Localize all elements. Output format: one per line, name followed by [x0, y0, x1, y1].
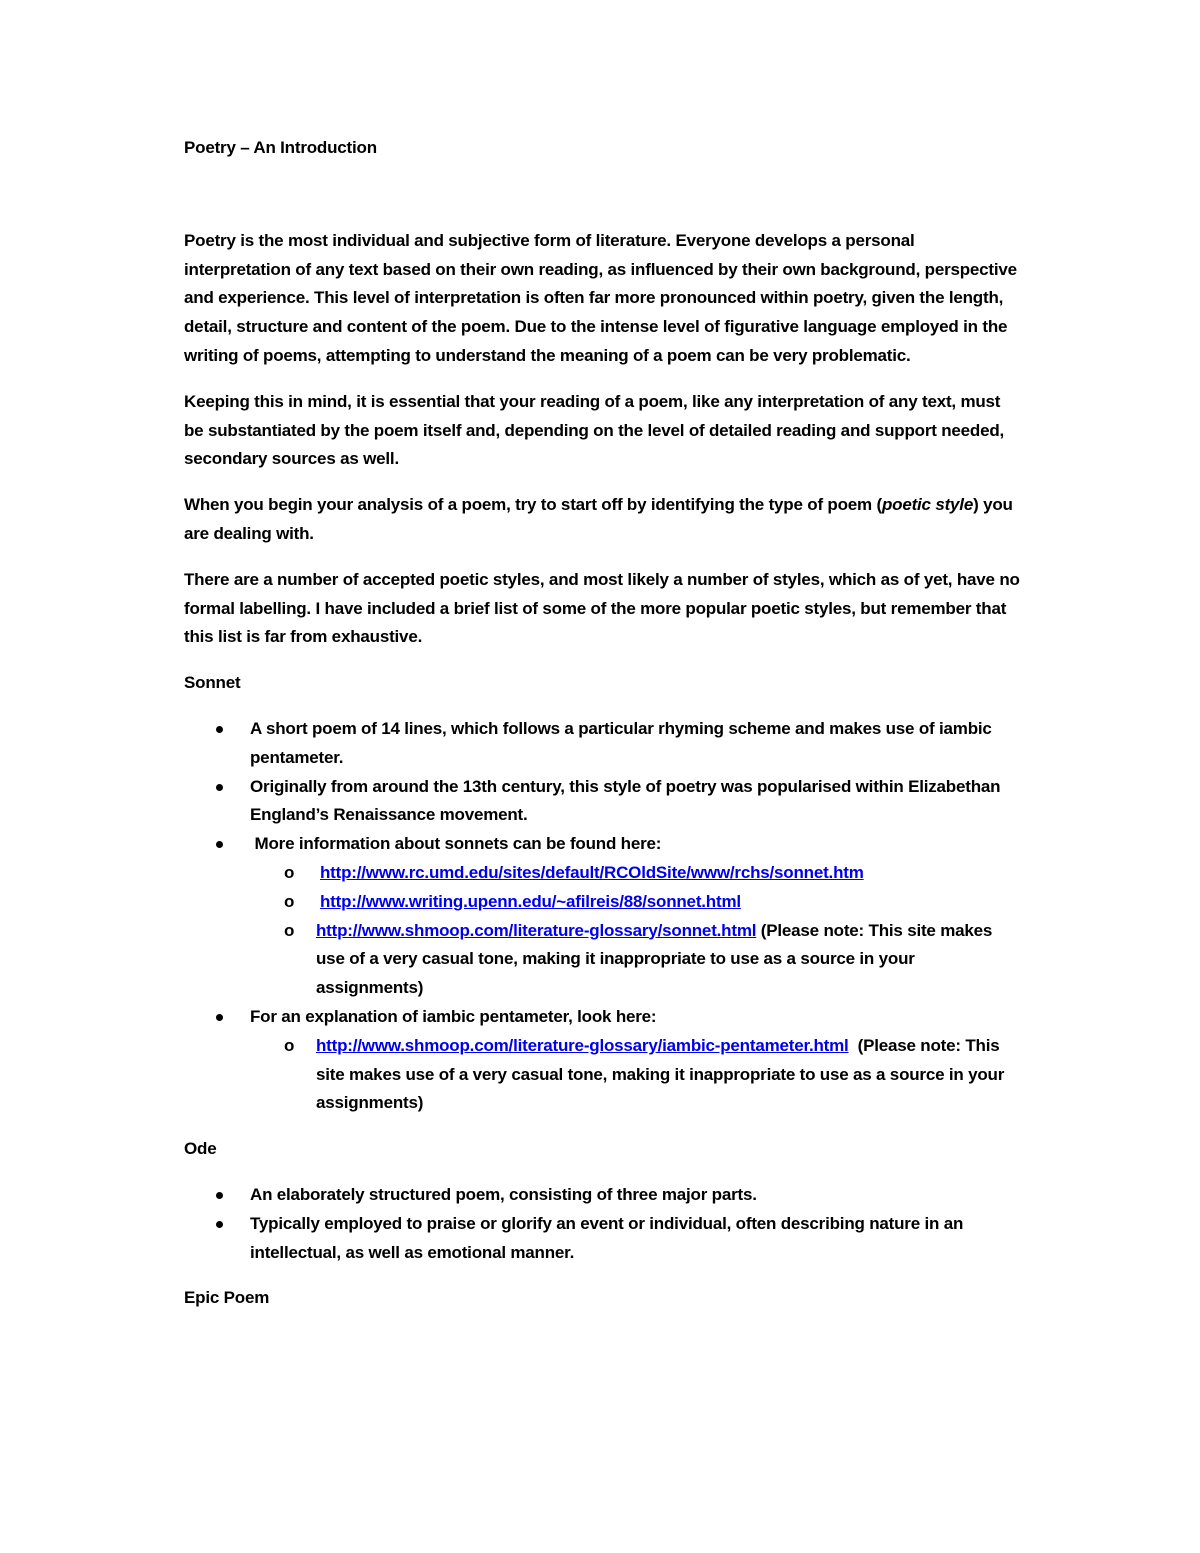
- bullet-icon: [216, 841, 223, 848]
- list-item-text: More information about sonnets can be found here:: [250, 834, 662, 854]
- list-item: [184, 1210, 1024, 1268]
- list-item-text: For an explanation of iambic pentameter, look here:: [250, 1006, 657, 1026]
- sub-bullet-icon: o: [284, 891, 295, 911]
- sub-bullet-icon: o: [284, 862, 295, 882]
- list-item-text: A short poem of 14 lines, which follows a particular rhyming scheme and makes use of iambic pentameter.: [250, 718, 992, 767]
- page-title: Poetry – An Introduction: [184, 138, 377, 157]
- poetic-style-term: poetic style: [881, 495, 974, 515]
- bullet-icon: [216, 1192, 223, 1199]
- sub-list-item: [250, 917, 1024, 1003]
- list-item: [184, 1003, 1024, 1118]
- sub-list-item: [250, 859, 1024, 888]
- intro-paragraph-3: [184, 491, 1024, 549]
- intro-paragraph-3-end: ) you are dealing with.: [184, 495, 1013, 543]
- link-note: (Please note: This site makes use of a very casual tone, making it inappropriate to use as a source in your assignments): [316, 920, 993, 998]
- list-item: [184, 1181, 1024, 1210]
- bullet-icon: [216, 1014, 223, 1021]
- bullet-icon: [216, 1221, 223, 1228]
- sonnet-links-list: [250, 859, 1024, 1003]
- list-item: [184, 715, 1024, 773]
- sub-bullet-icon: o: [284, 920, 295, 940]
- sub-bullet-icon: o: [284, 1035, 295, 1055]
- bullet-icon: [216, 784, 223, 791]
- section-heading-epic-poem: Epic Poem: [184, 1288, 270, 1308]
- intro-paragraph-1: Poetry is the most individual and subjective form of literature. Everyone develops a personal interpretation of any text based on their own reading, as influenced by their own background, perspective and experience. This level of interpretation is often far more pronounced within poetry, given the length, detail, structure and content of the poem. Due to the intense level of figurative language employed in the writing of poems, attempting to understand the meaning of a poem can be very problematic.: [184, 230, 1017, 365]
- sub-list-item: [250, 1032, 1024, 1118]
- link-note: (Please note: This site makes use of a very casual tone, making it inappropriate to use as a source in your assignments): [316, 1035, 1009, 1113]
- intro-paragraph-3-start: When you begin your analysis of a poem, try to start off by identifying the type of poem (: [184, 495, 882, 515]
- list-item-text: Typically employed to praise or glorify an event or individual, often describing nature in an intellectual, as well as emotional manner.: [250, 1213, 964, 1262]
- list-item: [184, 773, 1024, 831]
- intro-paragraph-4: There are a number of accepted poetic styles, and most likely a number of styles, which as of yet, have no formal labelling. I have included a brief list of some of the more popular poetic styles, but remember that this list is far from exhaustive.: [184, 569, 1020, 647]
- section-heading-ode: Ode: [184, 1139, 217, 1159]
- document-page: [184, 134, 1024, 1330]
- sonnet-list: [184, 715, 1024, 1118]
- iambic-links-list: [250, 1032, 1024, 1118]
- link-shmoop-iambic-pentameter[interactable]: http://www.shmoop.com/literature-glossary/iambic-pentameter.html: [316, 1035, 849, 1055]
- link-upenn-sonnet[interactable]: http://www.writing.upenn.edu/~afilreis/88/sonnet.html: [320, 891, 741, 911]
- sub-list-item: [250, 888, 1024, 917]
- bullet-icon: [216, 726, 223, 733]
- list-item-text: An elaborately structured poem, consisting of three major parts.: [250, 1184, 757, 1204]
- intro-paragraph-2: Keeping this in mind, it is essential that your reading of a poem, like any interpretation of any text, must be substantiated by the poem itself and, depending on the level of detailed reading and support needed, secondary sources as well.: [184, 391, 1005, 469]
- list-item: [184, 830, 1024, 1003]
- section-heading-sonnet: Sonnet: [184, 673, 241, 693]
- link-rc-umd-sonnet[interactable]: http://www.rc.umd.edu/sites/default/RCOldSite/www/rchs/sonnet.htm: [320, 862, 864, 882]
- ode-list: [184, 1181, 1024, 1267]
- list-item-text: Originally from around the 13th century, this style of poetry was popularised within Elizabethan England’s Renaissance movement.: [250, 776, 1001, 825]
- link-shmoop-sonnet[interactable]: http://www.shmoop.com/literature-glossary/sonnet.html: [316, 920, 757, 940]
